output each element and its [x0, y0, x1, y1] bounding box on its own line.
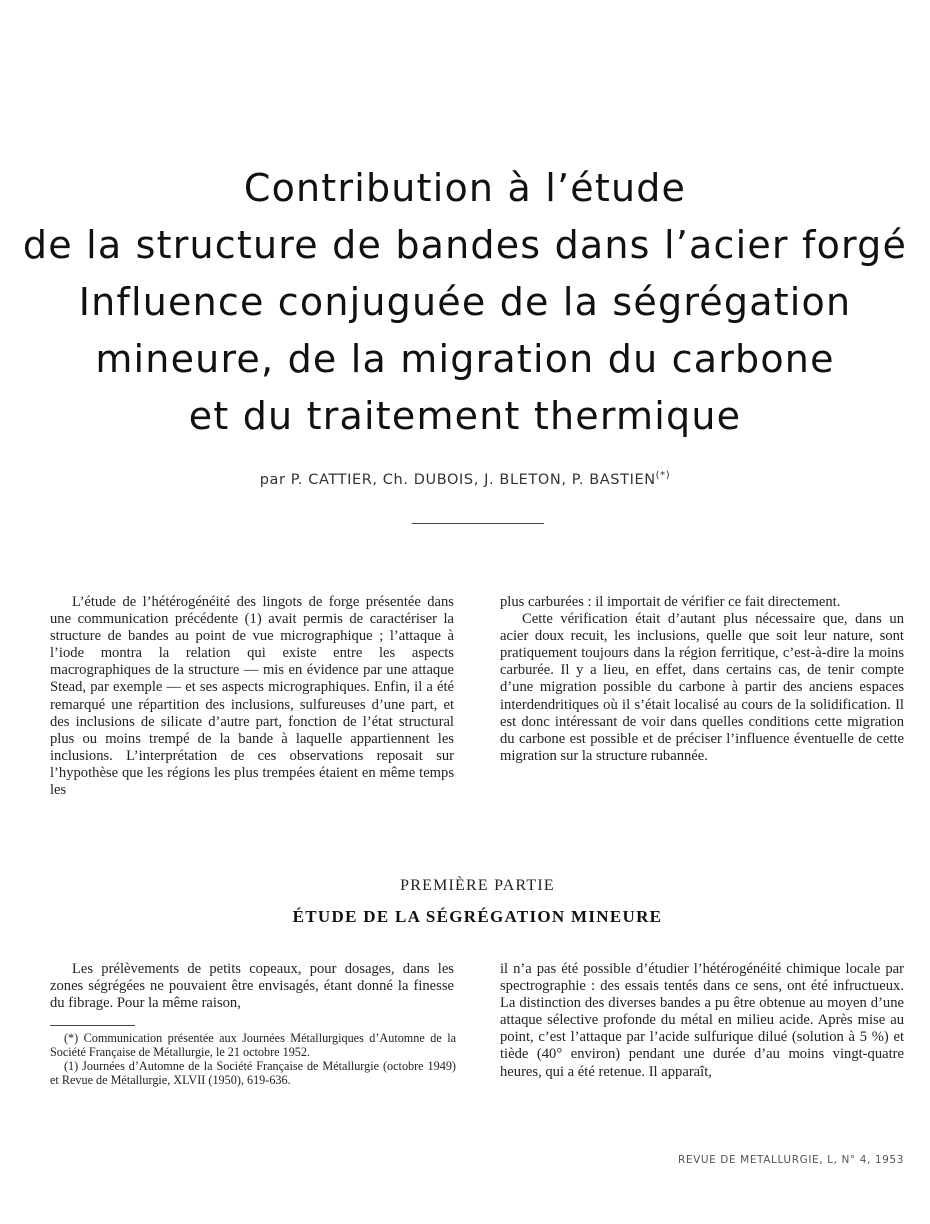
authors-footnote-marker: (*): [655, 470, 671, 481]
intro-column-right: [500, 594, 904, 765]
body-paragraph-continued: il n’a pas été possible d’étudier l’hétérogénéité chimique locale par spectrographie : des essais tentés dans ce sens, ont été infructueux. La distinction des diverses bandes a pu être obtenue au moyen d’une attaque sélective profonde du métal en milieu acide. Après mise au point, c’est l’attaque par l’acide sulfurique dilué (solution à 5 %) et tiède (40° environ) pendant une durée d’au moins vingt-quatre heures, qui a été retenue. Il apparaît,: [500, 961, 904, 1080]
footnote: (*) Communication présentée aux Journées Métallurgiques d’Automne de la Société Française de Métallurgie, le 21 octobre 1952.: [50, 1031, 456, 1059]
body-column-left: [50, 961, 454, 1012]
title-divider: [412, 523, 544, 524]
footnote: (1) Journées d’Automne de la Société Française de Métallurgie (octobre 1949) et Revue de Métallurgie, XLVII (1950), 619-636.: [50, 1059, 456, 1087]
body-column-right: [500, 961, 904, 1081]
part-heading: PREMIÈRE PARTIE: [400, 877, 555, 894]
intro-paragraph: L’étude de l’hétérogénéité des lingots de forge présentée dans une communication précédente (1) avait permis de caractériser la structure de bandes au point de vue micrographique ; l’attaque à l’iode montra la relation qui existe entre les aspects macrographiques de la structure — mis en évidence par une attaque Stead, par exemple — et ses aspects micrographiques. Enfin, il a été remarqué une répartition des inclusions, sulfureuses d’une part, et des inclusions de silicate d’autre part, fonction de l’état structural plus ou moins trempé de la bande à laquelle appartiennent les inclusions. L’interprétation de ces observations reposait sur l’hypothèse que les régions les plus trempées étaient en même temps les: [50, 594, 454, 799]
title-line: mineure, de la migration du carbone: [95, 337, 835, 381]
title-line: et du traitement thermique: [188, 394, 742, 438]
intro-column-left: [50, 594, 454, 799]
title-line: Influence conjuguée de la ségrégation: [78, 280, 852, 324]
journal-footer: REVUE DE METALLURGIE, L, N° 4, 1953: [677, 1154, 904, 1166]
body-paragraph: Les prélèvements de petits copeaux, pour dosages, dans les zones ségrégées ne pouvaient être envisagés, étant donné la finesse du fibrage. Pour la même raison,: [50, 961, 454, 1012]
intro-paragraph-continued: plus carburées : il importait de vérifier ce fait directement.: [500, 594, 841, 610]
title-line: Contribution à l’étude: [243, 166, 687, 210]
authors-text: par P. CATTIER, Ch. DUBOIS, J. BLETON, P. BASTIEN: [259, 471, 656, 488]
title-line: de la structure de bandes dans l’acier forgé: [22, 223, 908, 267]
author-line: [0, 470, 930, 488]
article-title: [0, 160, 930, 445]
footnotes: [50, 1031, 456, 1087]
section-heading: ÉTUDE DE LA SÉGRÉGATION MINEURE: [292, 907, 663, 926]
intro-paragraph: Cette vérification était d’autant plus nécessaire que, dans un acier doux recuit, les inclusions, quelle que soit leur nature, sont pratiquement toujours dans la région ferritique, c’est-à-dire la moins carburée. Il y a lieu, en effet, dans certains cas, de tenir compte d’une migration possible du carbone à partir des anciens espaces interdendritiques où il s’était localisé au cours de la solidification. Il est donc intéressant de voir dans quelles conditions cette migration du carbone est possible et de préciser l’influence éventuelle de cette migration sur la structure rubannée.: [500, 611, 904, 764]
footnote-divider: [50, 1025, 135, 1026]
